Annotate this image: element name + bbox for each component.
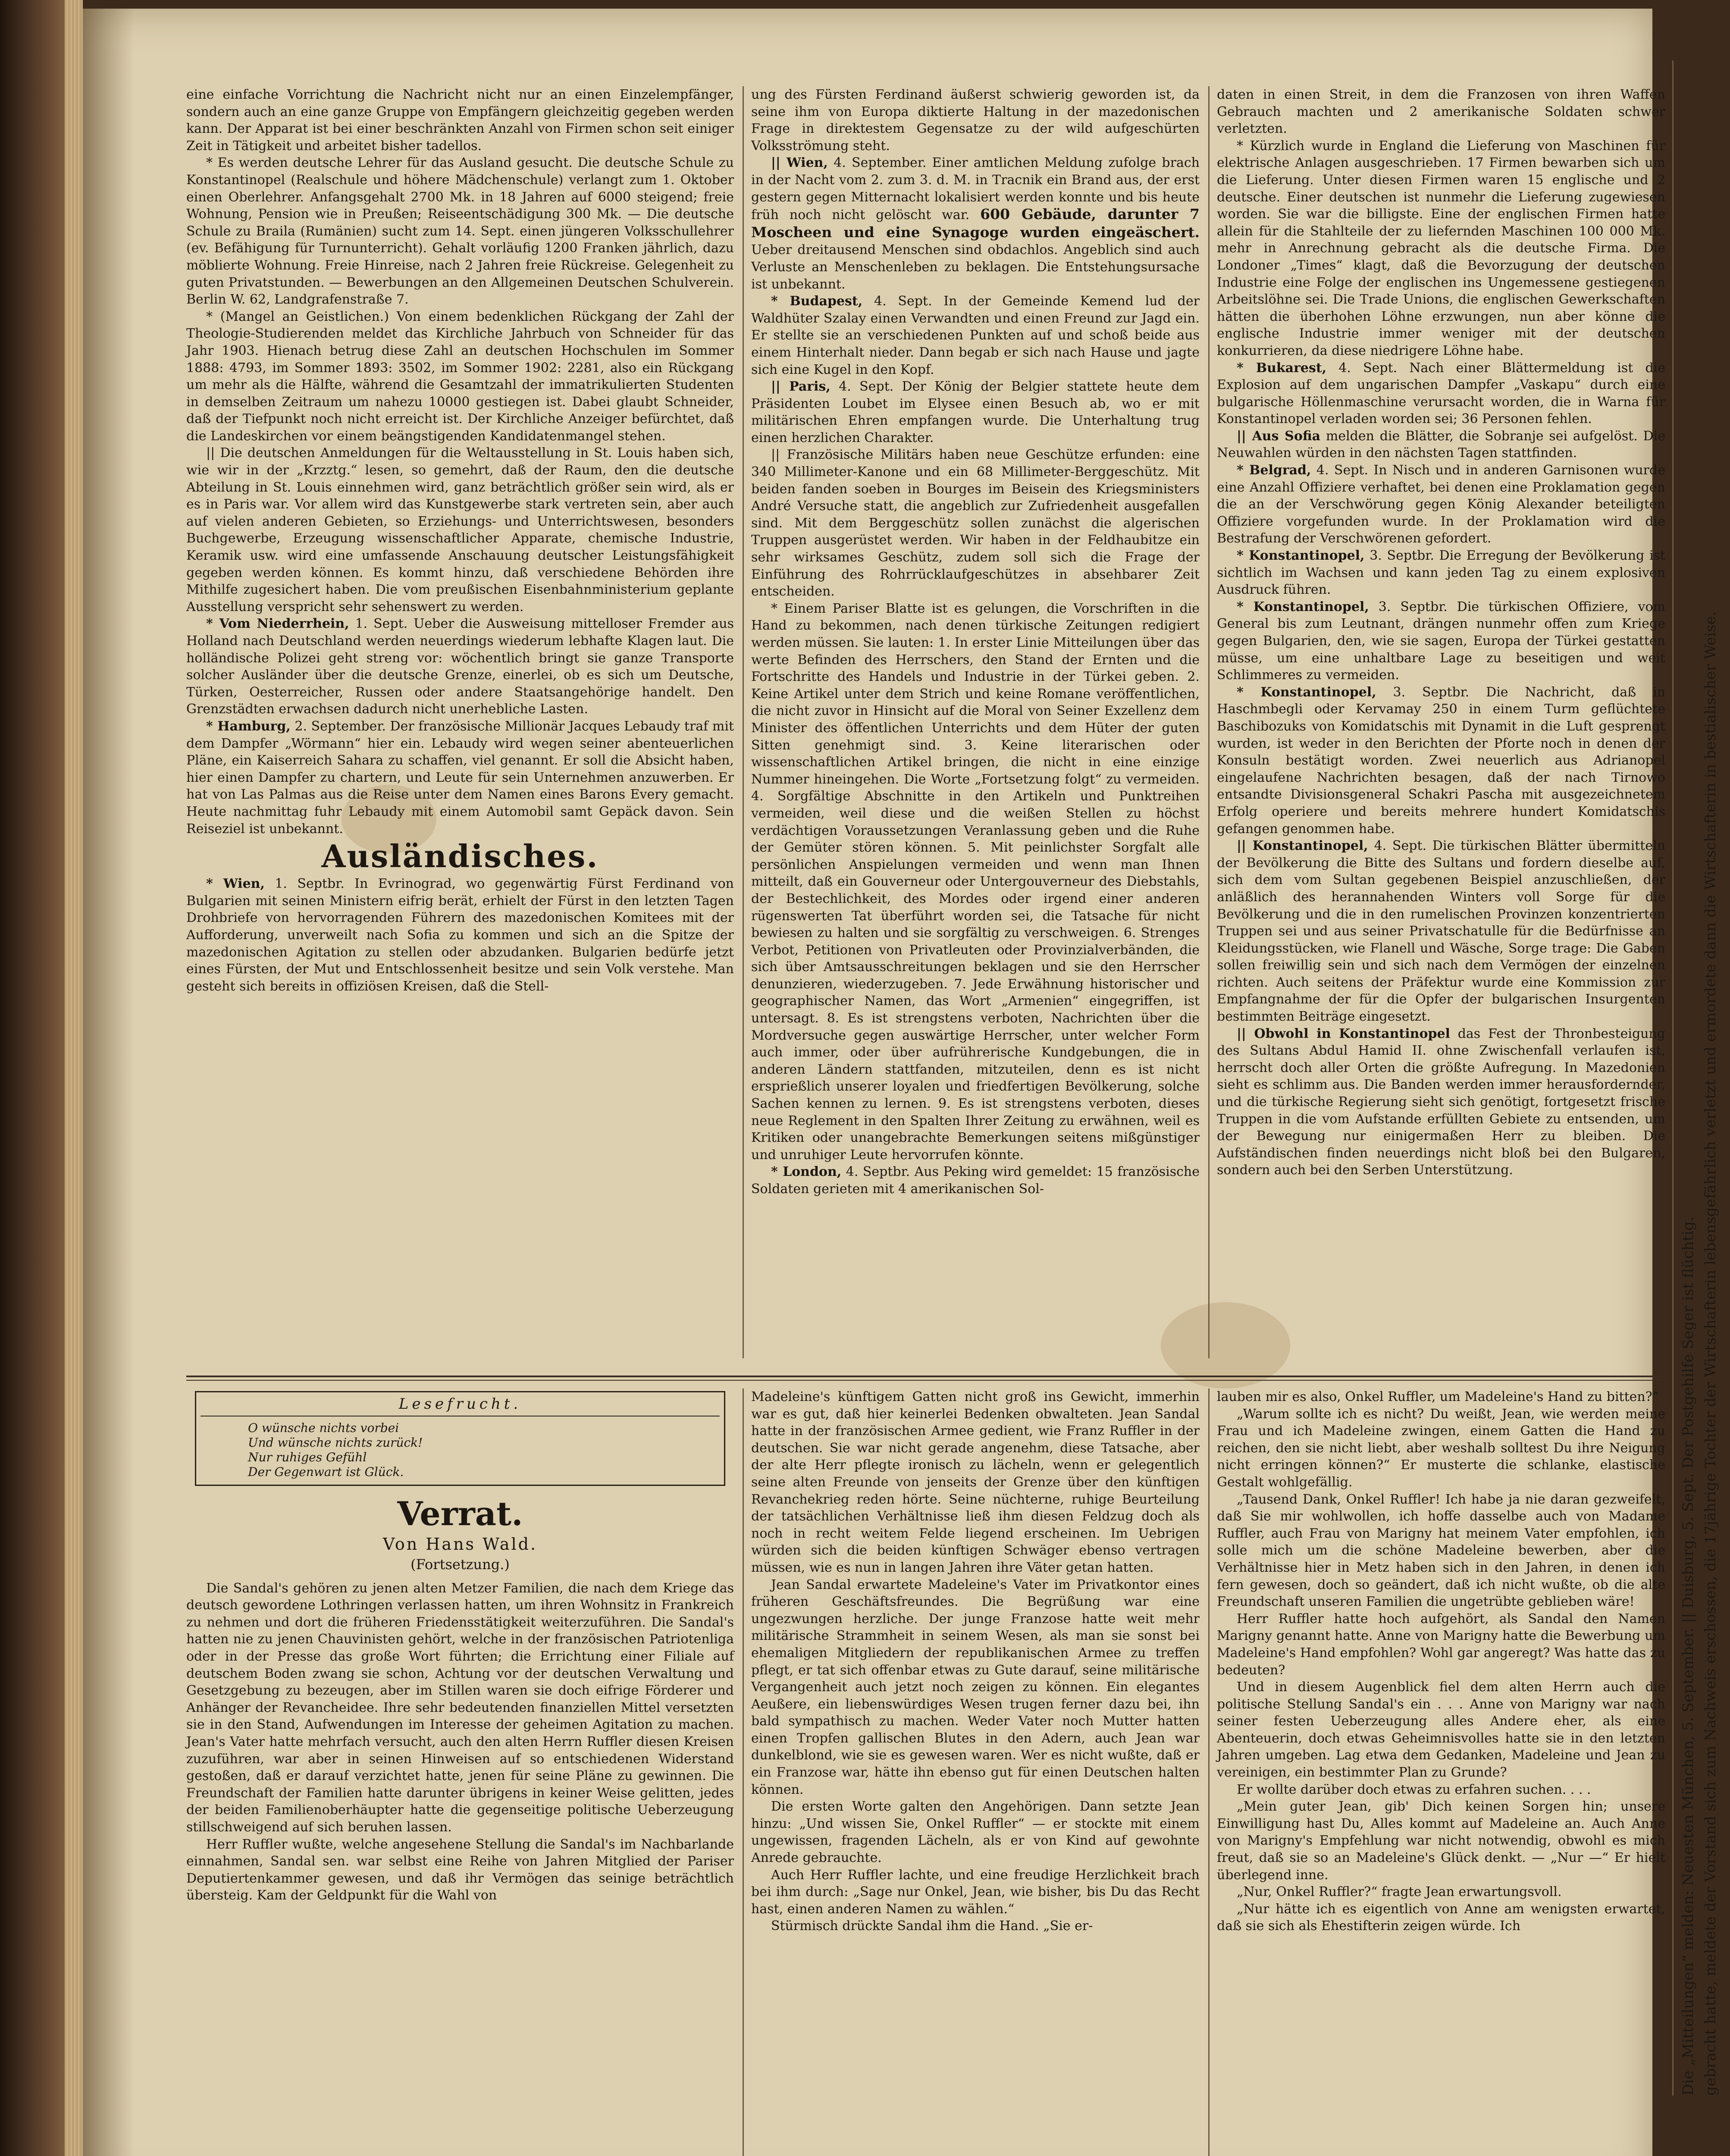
article-body: 4. Sept. In Nisch und in anderen Garnisonen wurde eine Anzahl Offiziere verhaftet, bei denen eine Proklamation gegen die an der Verschwörung gegen König Alexander beteiligten Offiziere vorgefunden wurde. In der Proklamation wird die Bestrafung der Verschwörenen gefordert.: [1217, 463, 1665, 546]
article-text: * Einem Pariser Blatte ist es gelungen, die Vorschriften in die Hand zu bekommen, nach denen türkische Zeitungen redigiert werden müssen. Sie lauten: 1. In erster Linie Mitteilungen über das werte Befinden des Herrschers, den Stand der Ernten und die Fortschritte des Handels und Industrie in der Türkei geben. 2. Keine Artikel unter dem Strich und keine Romane veröffentlichen, die nicht zuvor in Hinsicht auf die Moral von Seiner Exzellenz dem Minister des öffentlichen Unterrichts und dem Hüter der guten Sitten genehmigt sind. 3. Keine literarischen oder wissenschaftlichen Artikel bringen, die nicht in eine einzige Nummer hineingehen. Die Worte „Fortsetzung folgt“ zu vermeiden. 4. Sorgfältige Abschnitte in den Artikeln und Punktreihen vermeiden, weil diese und die weißen Stellen zu höchst verdächtigen Voraussetzungen Veranlassung geben und die Ruhe der Gemüter stören können. 5. Mit peinlichster Sorgfalt alle persönlichen Anspielungen vermeiden und wenn man Ihnen mitteilt, daß ein Gouverneur oder Untergouverneur des Diebstahls, der Bestechlichkeit, des Mordes oder irgend einer anderen rügenswerten Tat überführt worden sei, die Tatsache für nicht bewiesen zu halten und sie sorgfältig zu verschweigen. 6. Strenges Verbot, Petitionen von Privatleuten oder Provinzialverbänden, die sich über Amtsausschreitungen beklagen und sie den Herrscher denunzieren, wiederzugeben. 7. Jede Erwähnung historischer und geographischer Namen, das Wort „Armenien“ eingegriffen, ist untersagt. 8. Es ist strengstens verboten, Nachrichten über die Mordversuche gegen auswärtige Herrscher, unter welcher Form auch immer, oder über aufrührerische Kundgebungen, die in anderen Ländern stattfanden, mitzuteilen, denn es ist nicht ersprießlich unserer loyalen und friedfertigen Bevölkerung, solche Sachen kennen zu lernen. 9. Es ist strengstens verboten, dieses neue Reglement in den Spalten Ihrer Zeitung zu erwähnen, weil es Kritiken oder unangebrachte Bemerkungen seitens mißgünstiger und unruhiger Leute hervorrufen könnte.: [751, 601, 1200, 1163]
story-text: „Warum sollte ich es nicht? Du weißt, Jean, wie werden meine Frau und ich Madeleine zwingen, einem Gatten die Hand zu reichen, den sie nicht liebt, aber weshalb solltest Du ihre Neigung nicht erringen können?“ Er musterte die schlanke, elastische Gestalt wohlgefällig.: [1217, 1406, 1665, 1490]
article-body: Ueber dreitausend Menschen sind obdachlos. Angeblich sind auch Verluste an Menschenleben zu beklagen. Die Entstehungsursache ist unbekannt.: [751, 242, 1200, 292]
article-bold-headline: 600 Gebäude, darunter 7 Moscheen und eine Synagoge wurden eingeäschert.: [751, 206, 1200, 241]
rotated-sidebar-text: [1678, 60, 1730, 2096]
article-body: melden die Blätter, die Sobranje sei aufgelöst. Die Neuwahlen würden in den nächsten Tagen stattfinden.: [1217, 428, 1665, 461]
story-continuation-note: (Fortsetzung.): [411, 1556, 510, 1573]
article-dateline: || Konstantinopel,: [1237, 838, 1368, 854]
story-text: Die Sandal's gehören zu jenen alten Metzer Familien, die nach dem Kriege das deutsch gewordene Lothringen verlassen hatten, um ihren Wohnsitz in Frankreich zu nehmen und dort die früheren Friedensstätigkeit weiterzuführen. Die Sandal's hatten nie zu jenen Chauvinisten gehört, welche in der französischen Patriotenliga oder in der Presse das große Wort führten; die Errichtung einer Filiale auf deutschem Boden zwang sie schon, Achtung vor der deutschen Verwaltung und Gesetzgebung zu bezeugen, aber im Stillen waren sie doch eifrige Förderer und Anhänger der Revancheidee. Ihre sehr bedeutenden finanziellen Mittel versetzten sie in den Stand, Aufwendungen im Interesse der geheimen Agitation zu machen. Jean's Vater hatte mehrfach versucht, auch den alten Herrn Ruffler diesen Kreisen zuzuführen, war aber in seinen Hinweisen auf so entschiedenen Widerstand gestoßen, daß er darauf verzichtet hatte, jenen für seine Pläne zu gewinnen. Die Freundschaft der Familien hatte darunter übrigens in keiner Weise gelitten, jedes der beiden Familienoberhäupter hatte die gegenseitige politische Ueberzeugung stillschweigend auf sich beruhen lassen.: [186, 1580, 734, 1835]
verse-line: O wünsche nichts vorbei: [248, 1420, 399, 1435]
news-column-2: [751, 86, 1200, 1363]
article-body: 4. Sept. Nach einer Blättermeldung ist die Explosion auf dem ungarischen Dampfer „Vaskapu“ durch eine bulgarische Höllenmaschine verursacht worden, die in Warna für Konstantinopel verladen worden sei; 36 Personen fehlen.: [1217, 360, 1665, 427]
article-body: 4. Septbr. Aus Peking wird gemeldet: 15 französische Soldaten gerieten mit 4 amerikanischen Sol-: [751, 1164, 1200, 1197]
article-dateline: * Budapest,: [771, 294, 863, 309]
article-text: [751, 154, 1200, 293]
fold-shadow: [83, 9, 135, 2156]
article-body: das Fest der Thronbesteigung des Sultans Abdul Hamid II. ohne Zwischenfall verlaufen ist, herrscht doch aller Orten die größte Aufregung. In Mazedonien sieht es schlimm aus. Die Banden werden immer herausfordernder, und die türkische Regierung sieht sich genötigt, fortgesetzt frische Truppen in die vom Aufstande erfüllten Gebiete zu entsenden, um der Bewegung nur einigermaßen Herr zu bleiben. Die Aufständischen finden neuerdings nicht bloß bei den Bulgaren, sondern auch bei den Serben Unterstützung.: [1217, 1026, 1665, 1178]
article-text: ung des Fürsten Ferdinand äußerst schwierig geworden ist, da seine ihm von Europa diktierte Haltung in der mazedonischen Frage in direktestem Gegensatze zu der wild aufgeschürten Volksströmung steht.: [751, 87, 1200, 154]
feuilleton-divider-thin: [186, 1380, 1661, 1381]
column-rule: [1208, 1388, 1210, 2156]
feuilleton-divider: [186, 1376, 1661, 1377]
verse-line: Und wünsche nichts zurück!: [248, 1435, 423, 1450]
page-stack-edge: [65, 0, 83, 2156]
story-author: Von Hans Wald.: [382, 1534, 538, 1554]
story-text: Herr Ruffler wußte, welche angesehene Stellung die Sandal's im Nachbarlande einnahmen, Sandal sen. war selbst eine Reihe von Jahren Mitglied der Pariser Deputiertenkammer gewesen, und daß ihr Vermögen das seinige beträchtlich übersteig. Kam der Geldpunkt für die Wahl von: [186, 1836, 734, 1903]
sidebar-line: Die „Mitteilungen“ melden: Neuesten München, 5. September. || Duisburg, 5. Sept. Der Postgehilfe Seger ist flüchtig.: [1680, 1216, 1697, 2096]
article-text: [1217, 837, 1665, 1025]
article-body: 3. Septbr. Die türkischen Offiziere, vom General bis zum Leutnant, drängen nunmehr offen zum Kriege gegen Bulgarien, den, wie sie sagen, Europa der Türkei gestatten müsse, um eine unhaltbare Lage zu beseitigen und weit Schlimmeres zu vermeiden.: [1217, 599, 1665, 683]
article-dateline: || Wien,: [771, 155, 828, 171]
article-body: 4. Sept. Die türkischen Blätter übermitteln der Bevölkerung die Bitte des Sultans und fordern dieselbe auf, sich dem vom Sultan gegebenen Beispiel anzuschließen, der anläßlich des herannahenden Winters voll Sorge für die Bevölkerung und die in den rumelischen Provinzen konzentrierten Truppen sei und aus seiner Privatschatulle für die Bedürfnisse an Kleidungsstücken, wie Flanell und Wäsche, Sorge trage: Die Gaben sollen freiwillig sein und sich nach dem Vermögen der einzelnen richten. Auch seitens der Präfektur wurde eine Kommission zur Empfangnahme der für die Opfer der bulgarischen Insurgenten bestimmten Beiträge eingesetzt.: [1217, 838, 1666, 1025]
story-text: Jean Sandal erwartete Madeleine's Vater im Privatkontor eines früheren Geschäftsfreundes. Die Begrüßung war eine ungezwungen herzliche. Der junge Franzose hatte weit mehr militärische Strammheit in seinem Wesen, als man sie sonst bei ehemaligen Mitgliedern der republikanischen Armee zu treffen pflegt, er tat sich offenbar etwas zu Gute darauf, seine militärische Vergangenheit auch jetzt noch zeigen zu können. Ein elegantes Aeußere, ein liebenswürdiges Wesen trugen ferner dazu bei, ihn bald sympathisch zu machen. Weder Vater noch Mutter hatten einen Tropfen gallischen Blutes in den Adern, auch Jean war dunkelblond, wie sie es gewesen waren. Wer es nicht wußte, daß er ein Franzose war, hätte ihn ebenso gut für einen Deutschen halten können.: [751, 1577, 1200, 1797]
article-dateline: * Konstantinopel,: [1237, 684, 1376, 700]
story-text: Stürmisch drückte Sandal ihm die Hand. „Sie er-: [771, 1918, 1093, 1934]
feuilleton-column-3: [1217, 1388, 1665, 2156]
article-text: [751, 378, 1200, 446]
article-text: [1217, 428, 1665, 462]
verse-line: Nur ruhiges Gefühl: [248, 1450, 367, 1464]
article-text: [186, 718, 734, 837]
column-rule: [1208, 86, 1210, 1358]
book-binding: [0, 0, 65, 2156]
story-text: Und in diesem Augenblick fiel dem alten Herrn auch die politische Stellung Sandal's ein . . . Anne von Marigny war nach seiner festen Ueberzeugung alles Andere eher, als eine Abenteuerin, doch etwas Geheimnisvolles hatte sie in den letzten Jahren umgeben. Lag etwa dem Gedanken, Madeleine und Jean zu vereinigen, ein bestimmter Plan zu Grunde?: [1217, 1680, 1665, 1780]
article-text: [186, 875, 734, 995]
sidebar-line: gebracht hatte, meldete der Vorstand sich zum Nachweis erschossen, die 17jährige Tochter der Wirtschafterin lebensgefährlich verletzt und ermordete dann die Wirtschafterin in bestialischer Weise.: [1702, 611, 1719, 2096]
feuilleton-column-2: [751, 1388, 1200, 2156]
story-text: Auch Herr Ruffler lachte, und eine freudige Herzlichkeit brach bei ihm durch: „Sage nur Onkel, Jean, wie bisher, bis Du das Recht hast, einen anderen Namen zu wählen.“: [751, 1867, 1200, 1917]
article-dateline: * Bukarest,: [1237, 360, 1327, 376]
article-body: 3. Septbr. Die Erregung der Bevölkerung ist sichtlich im Wachsen und kann jeden Tag zu einem explosiven Ausdruck führen.: [1217, 548, 1665, 598]
article-text: * (Mangel an Geistlichen.) Von einem bedenklichen Rückgang der Zahl der Theologie-Studierenden meldet das Kirchliche Jahrbuch von Schneider für das Jahr 1903. Hienach betrug diese Zahl an deutschen Hochschulen im Sommer 1888: 4793, im Sommer 1893: 3502, im Sommer 1902: 2281, also ein Rückgang um mehr als die Hälfte, während die Gesamtzahl der immatrikulierten Studenten in demselben Zeitraum um nahezu 10000 gestiegen ist. Dabei glaubt Schneider, daß der Tiefpunkt noch nicht erreicht ist. Der Kirchliche Anzeiger befürchtet, daß die Landeskirchen vor einem beängstigenden Kandidatenmangel stehen.: [186, 309, 734, 444]
article-dateline: * Wien,: [206, 876, 265, 892]
news-column-1: [186, 86, 734, 1363]
article-text: [1217, 1025, 1665, 1179]
story-text: „Mein guter Jean, gib' Dich keinen Sorgen hin; unsere Einwilligung hast Du, Alles kommt auf Madeleine an. Auch Anne von Marigny's Empfehlung war nicht notwendig, obwohl es mich freut, daß sie so an Madeleine's Glück denkt. — „Nur —“ Er hielt überlegend inne.: [1217, 1799, 1665, 1883]
article-text: daten in einen Streit, in dem die Franzosen von ihren Waffen Gebrauch machten und 2 amerikanische Soldaten schwer verletzten.: [1217, 87, 1665, 137]
article-body: 3. Septbr. Die Nachricht, daß in Haschmbegli oder Kervamay 250 in einem Turm geflüchtete Baschibozuks von Komidatschis mit Dynamit in die Luft gesprengt wurden, ist weder in den Berichten der Pforte noch in denen der Konsuln bestätigt worden. Zwei neuerlich aus Adrianopel eingelaufene Nachrichten besagen, daß der nach Tirnowo entsandte Divisionsgeneral Schakri Pascha mit ausgezeichnetem Erfolg operiere und bereits mehrere hundert Komidatschis gefangen genommen habe.: [1217, 684, 1665, 837]
article-dateline: * London,: [771, 1164, 842, 1180]
article-dateline: || Paris,: [771, 379, 831, 395]
article-text: [186, 615, 734, 718]
article-dateline: * Vom Niederrhein,: [206, 616, 349, 632]
article-text: || Die deutschen Anmeldungen für die Weltausstellung in St. Louis haben sich, wie wir in der „Krzztg.“ lesen, so gemehrt, daß der Raum, den die deutsche Abteilung in St. Louis einnehmen wird, ganz beträchtlich größer sein wird, als er es in Paris war. Vor allem wird das Kunstgewerbe stark vertreten sein, aber auch auf vielen anderen Gebieten, so Erziehungs- und Unterrichtswesen, besonders Buchgewerbe, Erzeugung wissenschaftlicher Apparate, chemische Industrie, Keramik usw. wird eine umfassende Anschauung deutscher Leistungsfähigkeit gegeben werden können. Es kommt hinzu, daß verschiedene Behörden ihre Mithilfe zugesichert haben. Die vom preußischen Eisenbahnministerium geplante Ausstellung verspricht sehr sehenswert zu werden.: [186, 445, 734, 614]
article-text: [751, 293, 1200, 378]
lesefrucht-title: Lesefrucht.: [201, 1396, 720, 1416]
article-text: [1217, 462, 1665, 547]
story-text: lauben mir es also, Onkel Ruffler, um Madeleine's Hand zu bitten?“: [1217, 1389, 1659, 1404]
section-heading: Ausländisches.: [321, 838, 599, 875]
feuilleton-column-1: [186, 1388, 734, 2156]
article-dateline: || Obwohl in Konstantinopel: [1237, 1026, 1450, 1041]
article-body: 2. September. Der französische Millionär Jacques Lebaudy traf mit dem Dampfer „Wörmann“ hier ein. Lebaudy wird wegen seiner abenteuerlichen Pläne, ein Kaiserreich Sahara zu schaffen, viel genannt. Er soll die Absicht haben, hier einen Dampfer zu chartern, und Leute für sein Unternehmen anzuwerben. Er hat von Las Palmas aus die Reise unter dem Namen eines Barons Every gemacht. Heute nachmittag fuhr Lebaudy mit einem Automobil samt Gepäck davon. Sein Reiseziel ist unbekannt.: [186, 718, 734, 837]
story-title: Verrat.: [397, 1494, 523, 1533]
article-text: * Es werden deutsche Lehrer für das Ausland gesucht. Die deutsche Schule zu Konstantinopel (Realschule und höhere Mädchenschule) verlangt zum 1. Oktober einen Oberlehrer. Anfangsgehalt 2700 Mk. in 18 Jahren auf 6000 steigend; freie Wohnung, Pension wie in Preußen; Reiseentschädigung 300 Mk. — Die deutsche Schule zu Braila (Rumänien) sucht zum 14. Sept. einen jüngeren Volksschullehrer (ev. Befähigung für Turnunterricht). Gehalt vorläufig 1200 Franken jährlich, dazu möblierte Wohnung. Freie Hinreise, nach 2 Jahren freie Rückreise. Gelegenheit zu guten Privatstunden. — Bewerbungen an den Allgemeinen Deutschen Schulverein. Berlin W. 62, Landgrafenstraße 7.: [186, 155, 734, 307]
column-rule: [743, 1388, 744, 2156]
story-text: Herr Ruffler hatte hoch aufgehört, als Sandal den Namen Marigny genannt hatte. Anne von Marigny hatte die Bewerbung um Madeleine's Hand empfohlen? Wohl gar angeregt? Was hatte das zu bedeuten?: [1217, 1611, 1665, 1678]
article-body: 4. Sept. In der Gemeinde Kemend lud der Waldhüter Szalay einen Verwandten und einen Freund zur Jagd ein. Er stellte sie an verschiedenen Punkten auf und schoß beide aus einem Hinterhalt nieder. Dann begab er sich nach Hause und jagte sich eine Kugel in den Kopf.: [751, 294, 1200, 377]
article-text: [1217, 360, 1665, 428]
column-rule: [1672, 60, 1674, 2096]
story-text: Die ersten Worte galten den Angehörigen. Dann setzte Jean hinzu: „Und wissen Sie, Onkel Ruffler“ — er stockte mit einem ungewissen, fragenden Lächeln, als er von Kind auf gewohnte Anrede gebrauchte.: [751, 1799, 1200, 1866]
rotated-sidebar-column: [1678, 60, 1730, 2096]
news-column-3: [1217, 86, 1665, 1363]
article-text: eine einfache Vorrichtung die Nachricht nicht nur an einen Einzelempfänger, sondern auch an eine ganze Gruppe von Empfängern gleichzeitig gegeben werden kann. Der Apparat ist bei einer beschränkten Anzahl von Firmen schon seit einiger Zeit in Tätigkeit und arbeitet bisher tadellos.: [186, 87, 734, 154]
article-body: 4. September. Einer amtlichen Meldung zufolge brach in der Nacht vom 2. zum 3. d. M. in Tracnik ein Brand aus, der erst gestern gegen Mitternacht lokalisiert werden konnte und bis heute früh noch nicht gelöscht war.: [751, 155, 1200, 223]
story-text: „Nur hätte ich es eigentlich von Anne am wenigsten erwartet, daß sie sich als Ehestifterin zeigen würde. Ich: [1217, 1901, 1665, 1934]
story-text: „Nur, Onkel Ruffler?“ fragte Jean erwartungsvoll.: [1237, 1884, 1562, 1900]
verse-line: Der Gegenwart ist Glück.: [248, 1464, 404, 1479]
story-text: „Tausend Dank, Onkel Ruffler! Ich habe ja nie daran gezweifelt, daß Sie mir wohlwollen, ich hoffe dasselbe auch von Madame Ruffler, auch Frau von Marigny hat meinem Vater empfohlen, ich solle mich um die schöne Madeleine bewerben, aber die Verhältnisse hier in Metz haben sich in den Jahren, in denen ich fern gewesen, doch so geändert, daß ich nicht wußte, ob die alte Freundschaft unseren Familien die ungetrübte geblieben wäre!: [1217, 1492, 1665, 1610]
article-text: * Kürzlich wurde in England die Lieferung von Maschinen für elektrische Anlagen ausgeschrieben. 17 Firmen bewarben sich um die Lieferung. Unter diesen Firmen waren 15 englische und 2 deutsche. Einer deutschen ist nunmehr die Lieferung zugewiesen worden. Sie war die billigste. Eine der englischen Firmen hatte allein für die Stahlteile der zu liefernden Maschinen 100 000 Mk. mehr in Anrechnung gebracht als die deutsche Firma. Die Londoner „Times“ klagt, daß die Bevorzugung der deutschen Industrie eine Folge der englischen ins Ungemessene gestiegenen Arbeitslöhne sei. Die Trade Unions, die englischen Gewerkschaften hätten die überhohen Löhne erzwungen, nun aber könne die englische Industrie immer weniger mit der deutschen konkurrieren, da diese niedrigere Löhne habe.: [1217, 138, 1665, 358]
article-body: 1. Septbr. In Evrinograd, wo gegenwärtig Fürst Ferdinand von Bulgarien mit seinen Ministern eifrig berät, erhielt der Fürst in den letzten Tagen Drohbriefe von hervorragenden Führern des mazedonischen Komitees mit der Aufforderung, unverweilt nach Sofia zu kommen und sich an die Spitze der mazedonischen Agitation zu stellen oder abzudanken. Bulgarien bedürfe jetzt eines Fürsten, der Mut und Entschlossenheit besitze und sein Volk verstehe. Man gesteht sich bereits in offiziösen Kreisen, daß die Stell-: [186, 876, 734, 994]
article-dateline: * Konstantinopel,: [1237, 599, 1369, 614]
column-rule: [743, 86, 744, 1358]
story-text: Er wollte darüber doch etwas zu erfahren suchen. . . .: [1237, 1782, 1591, 1797]
article-dateline: || Aus Sofia: [1237, 428, 1321, 444]
article-dateline: * Konstantinopel,: [1237, 548, 1365, 564]
article-body: 1. Sept. Ueber die Ausweisung mittelloser Fremder aus Holland nach Deutschland werden neuerdings wiederum lebhafte Klagen laut. Die holländische Polizei geht streng vor: wöchentlich bringt sie ganze Transporte solcher Ausländer über die deutsche Grenze, einerlei, ob es sich um Deutsche, Türken, Oesterreicher, Russen oder andere Staatsangehörige handelt. Den Grenzstädten erwachsen dadurch nicht unerhebliche Lasten.: [186, 616, 734, 717]
story-text: Madeleine's künftigem Gatten nicht groß ins Gewicht, immerhin war es gut, daß hier keinerlei Bedenken obwalteten. Jean Sandal hatte in der französischen Armee gedient, wie Franz Ruffler in der deutschen. Sie war nicht gerade angenehm, diese Tatsache, aber der alte Herr pflegte ironisch zu lächeln, wenn er gelegentlich seine alten Freunde von jenseits der Grenze über den künftigen Revanchekrieg reden hörte. Seine nüchterne, ruhige Beurteilung der tatsächlichen Verhältnisse ließ ihm diesen Feldzug doch als noch in recht weitem Felde liegend erscheinen. Im Uebrigen würden sich die beiden künftigen Schwäger ebenso vertragen müssen, wie es nun in langen Jahren ihre Väter getan hatten.: [751, 1389, 1200, 1575]
lesefrucht-box: [195, 1391, 725, 1486]
article-text: [751, 1163, 1200, 1197]
newspaper-page: [83, 9, 1719, 2156]
article-text: || Französische Militärs haben neue Geschütze erfunden: eine 340 Millimeter-Kanone und ein 68 Millimeter-Berggeschütz. Mit beiden fanden soeben in Bourges im Beisein des Kriegsministers André Versuche statt, die angeblich zur Zufriedenheit ausgefallen sind. Mit dem Berggeschütz sollen zunächst die algerischen Truppen ausgerüstet werden. Wir haben in der Feldhaubitze ein sehr wirksames Geschütz, zudem soll sich die Frage der Einführung des Rohrrücklaufgeschützes in absehbarer Zeit entscheiden.: [751, 447, 1200, 599]
article-text: [1217, 684, 1665, 837]
article-dateline: * Belgrad,: [1237, 463, 1311, 478]
article-text: [1217, 547, 1665, 599]
article-dateline: * Hamburg,: [206, 718, 291, 734]
article-body: 4. Sept. Der König der Belgier stattete heute dem Präsidenten Loubet im Elysee einen Besuch ab, wo er mit militärischen Ehren empfangen wurde. Die Unterhaltung trug einen herzlichen Charakter.: [751, 379, 1200, 445]
article-text: [1217, 599, 1665, 684]
